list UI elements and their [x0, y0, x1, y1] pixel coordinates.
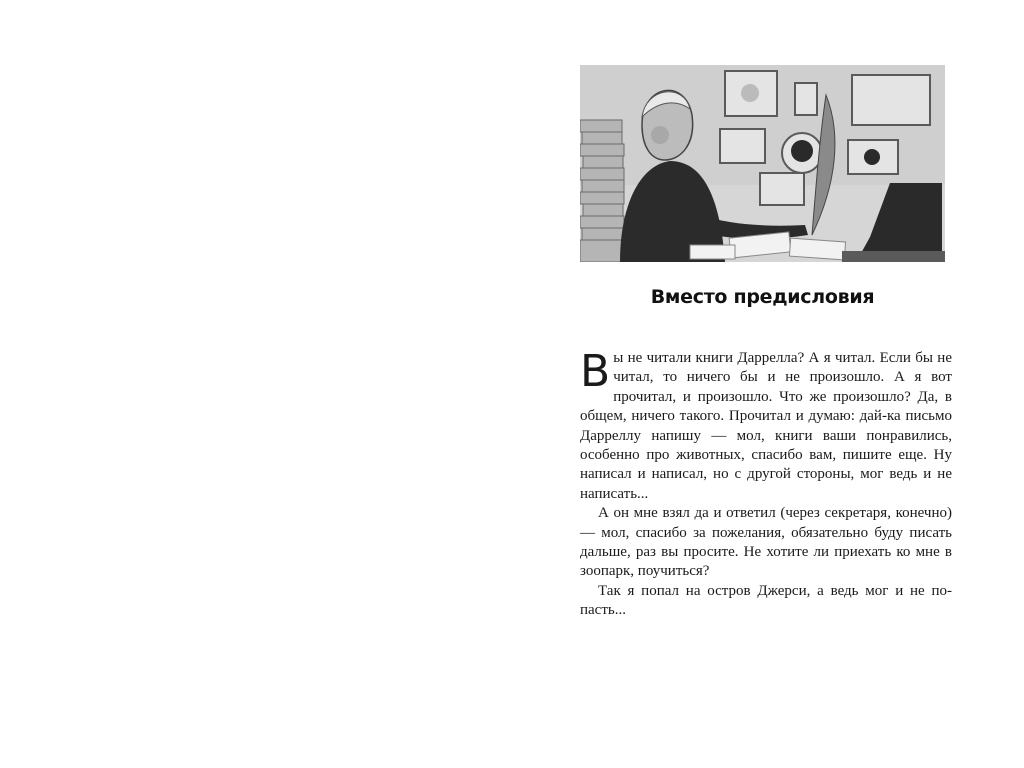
- paragraph-3: Так я попал на остров Джерси, а ведь мог и не попасть...: [580, 582, 952, 619]
- illustration-drawing: [580, 65, 945, 262]
- paragraph-2: А он мне взял да и ответил (через секретаря, конечно) — мол, спасибо за пожелания, обязательно буду писать дальше, раз вы просите. Не хотите ли приехать ко мне в зоопарк, поучиться?: [580, 505, 952, 580]
- paragraph-1-text: ы не читали книги Даррелла? А я читал. Если бы не читал, то ничего бы и не произошло. А я вот прочитал, и произошло. Что же произошло? Да, в общем, ничего такого. Прочитал и думаю: дай-ка письмо Дарреллу напишу — мол, книги ваши понравились, особенно про животных, спасибо вам, пишите еще. Ну написал и написал, но с другой стороны, мог ведь и не написать...: [580, 350, 952, 502]
- paragraph-1: [580, 346, 952, 504]
- chapter-illustration: [580, 65, 945, 262]
- chapter-body: [580, 346, 952, 621]
- right-page: [512, 0, 1024, 768]
- chapter-title: Вместо предисловия: [650, 286, 875, 308]
- book-stack: [580, 120, 624, 262]
- drop-cap: В: [580, 346, 610, 397]
